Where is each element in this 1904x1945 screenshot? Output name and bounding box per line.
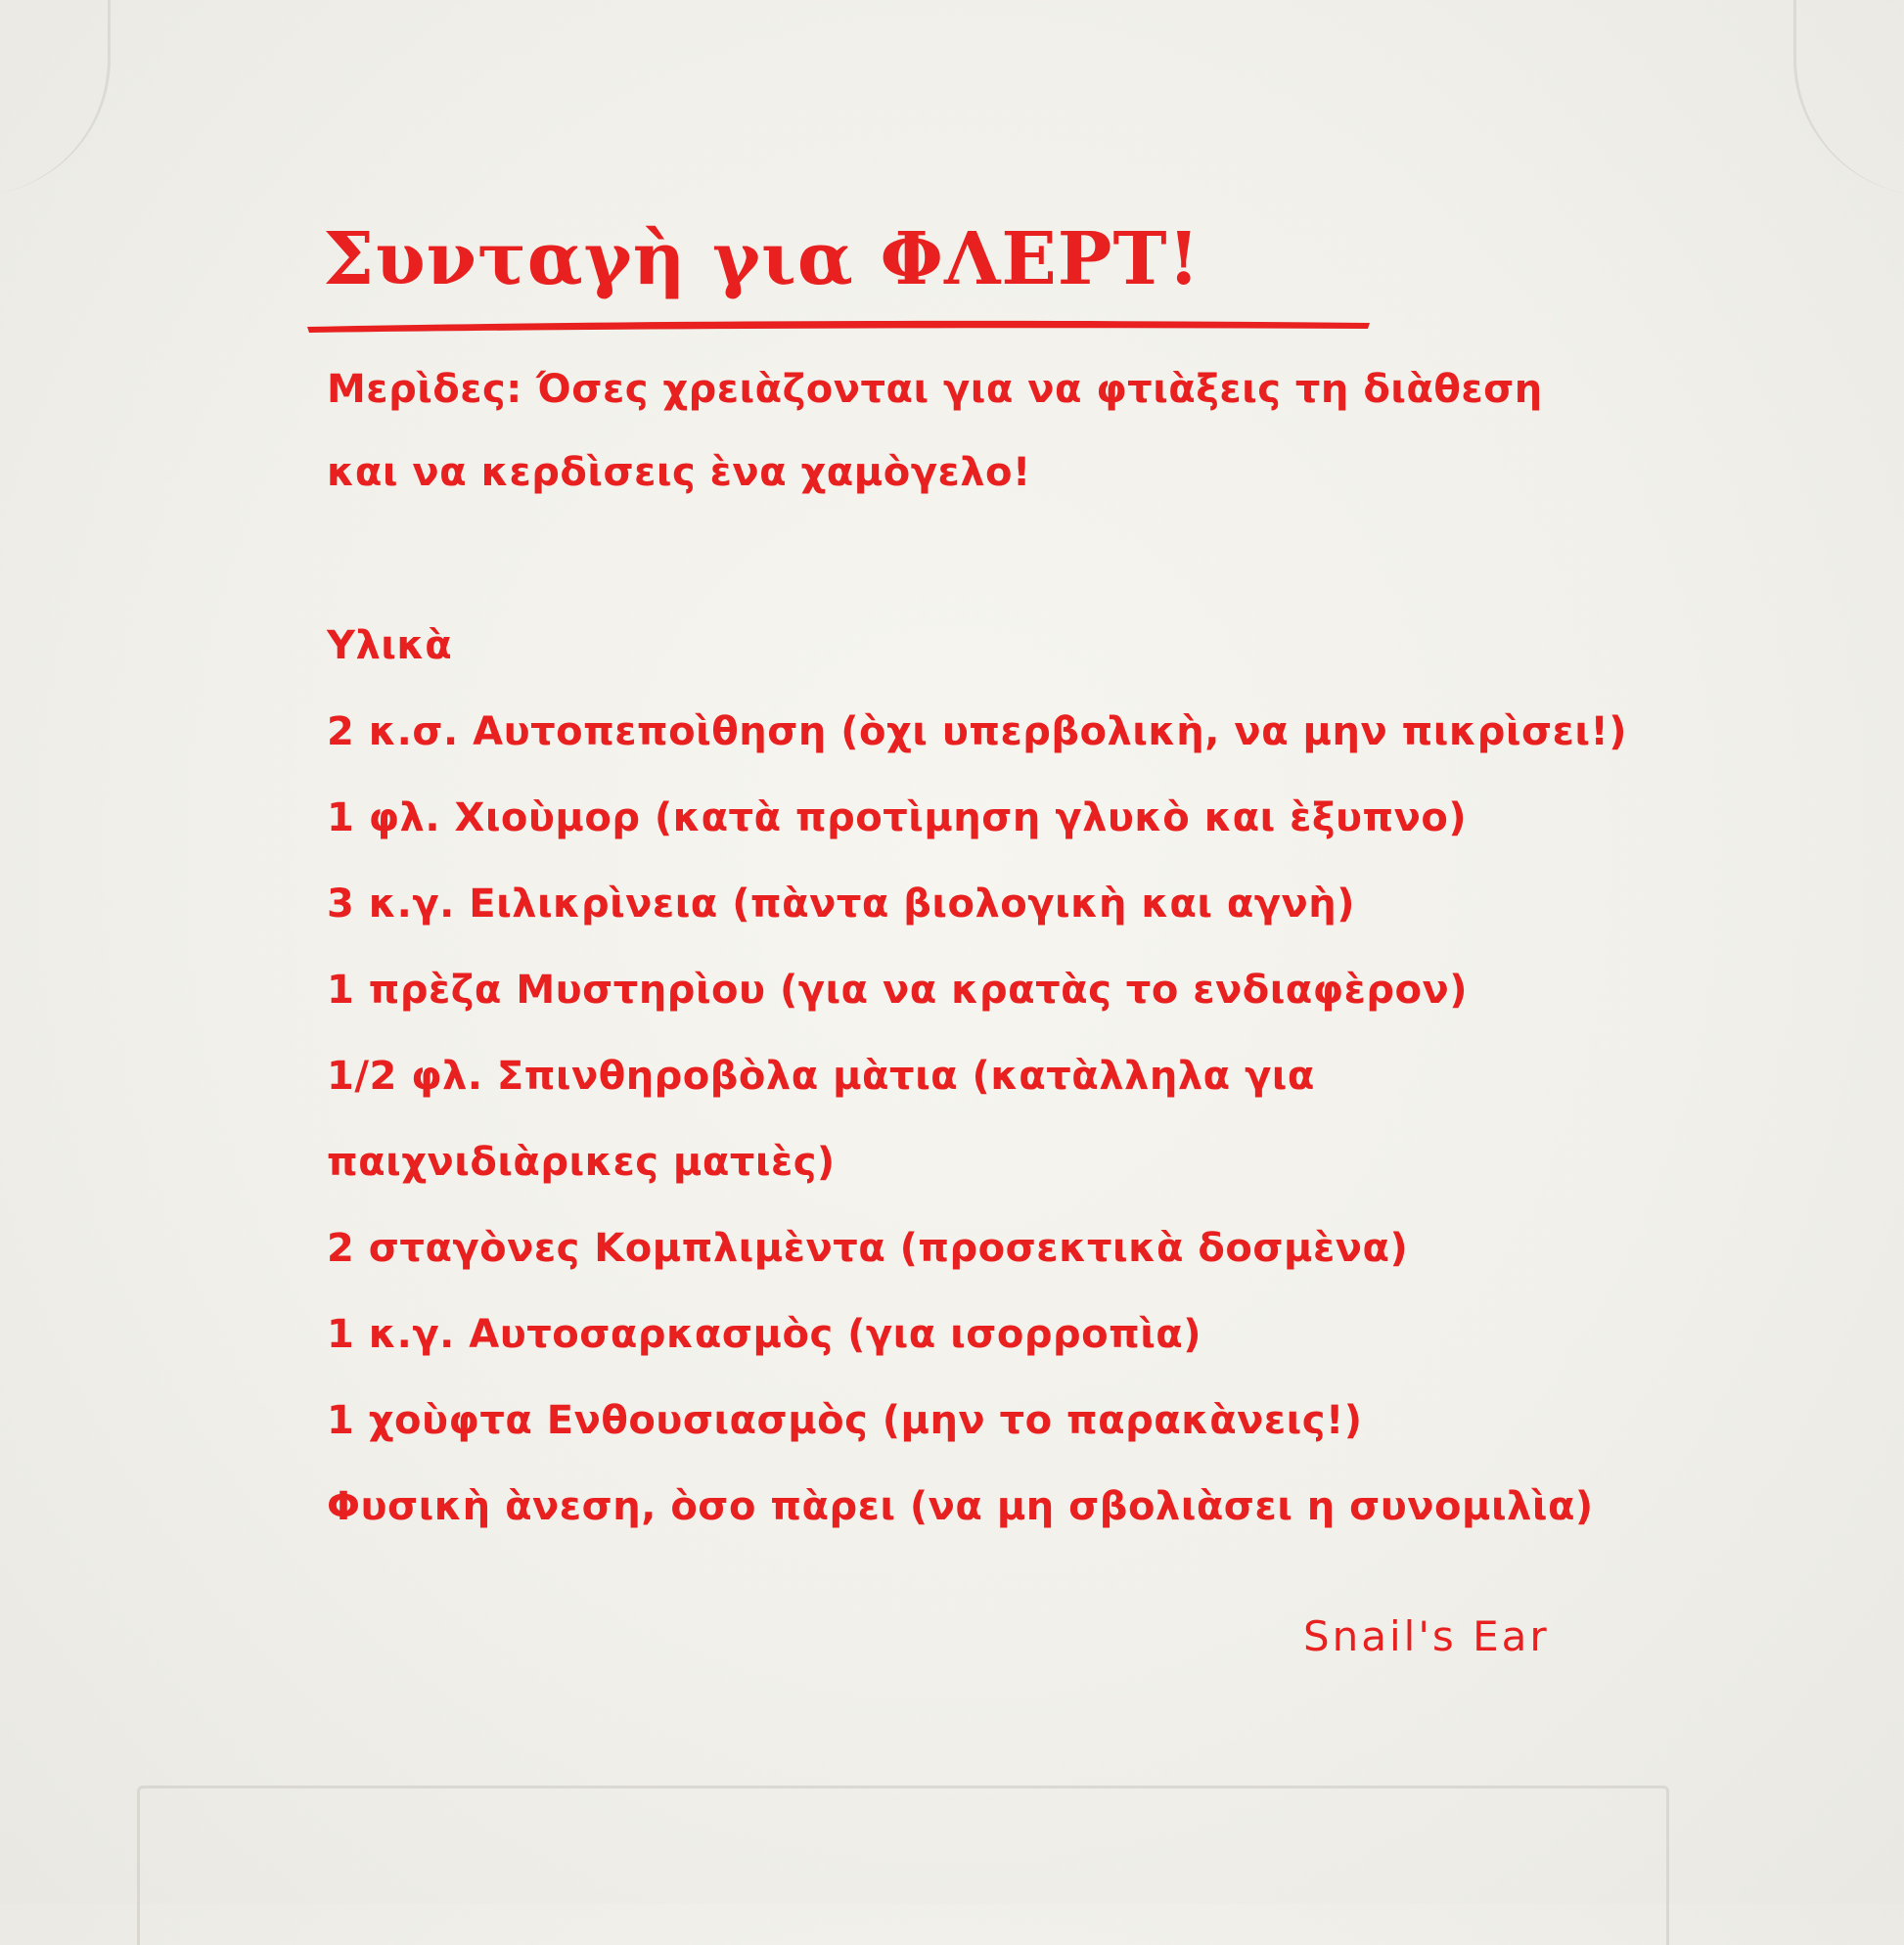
ingredient-line: 2 κ.σ. Αυτοπεποὶθηση (ὸχι υπερβολικὴ, να μην πικρὶσει!) — [327, 709, 1628, 754]
servings-line-1: Μερὶδες: Όσες χρειὰζονται για να φτιὰξεις τη διὰθεση — [327, 367, 1543, 412]
title-underline — [303, 315, 1380, 337]
ingredient-line: 1 πρὲζα Μυστηρὶου (για να κρατὰς το ενδιαφὲρον) — [327, 968, 1468, 1013]
design-title: Συνταγὴ για ΦΛΕΡΤ! — [323, 217, 1201, 301]
ingredients-heading: Υλικὰ — [327, 623, 453, 668]
ingredient-line: Φυσικὴ ὰνεση, ὸσο πὰρει (να μη σβολιὰσει η συνομιλὶα) — [327, 1484, 1594, 1529]
brand-signature: Snail's Ear — [1303, 1612, 1550, 1660]
servings-line-2: και να κερδὶσεις ὲνα χαμὸγελο! — [327, 450, 1031, 495]
ingredient-line: παιχνιδιὰρικες ματιὲς) — [327, 1140, 836, 1185]
ingredient-line: 1 κ.γ. Αυτοσαρκασμὸς (για ισορροπὶα) — [327, 1312, 1202, 1357]
ingredient-line: 1/2 φλ. Σπινθηροβὸλα μὰτια (κατὰλληλα για — [327, 1054, 1315, 1099]
ingredient-line: 1 χοὺφτα Ενθουσιασμὸς (μην το παρακὰνεις!) — [327, 1398, 1363, 1443]
ingredient-line: 3 κ.γ. Ειλικρὶνεια (πὰντα βιολογικὴ και αγνὴ) — [327, 882, 1356, 927]
ingredient-line: 2 σταγὸνες Κομπλιμὲντα (προσεκτικὰ δοσμὲνα) — [327, 1226, 1409, 1271]
ingredient-line: 1 φλ. Χιοὺμορ (κατὰ προτὶμηση γλυκὸ και ὲξυπνο) — [327, 795, 1468, 840]
